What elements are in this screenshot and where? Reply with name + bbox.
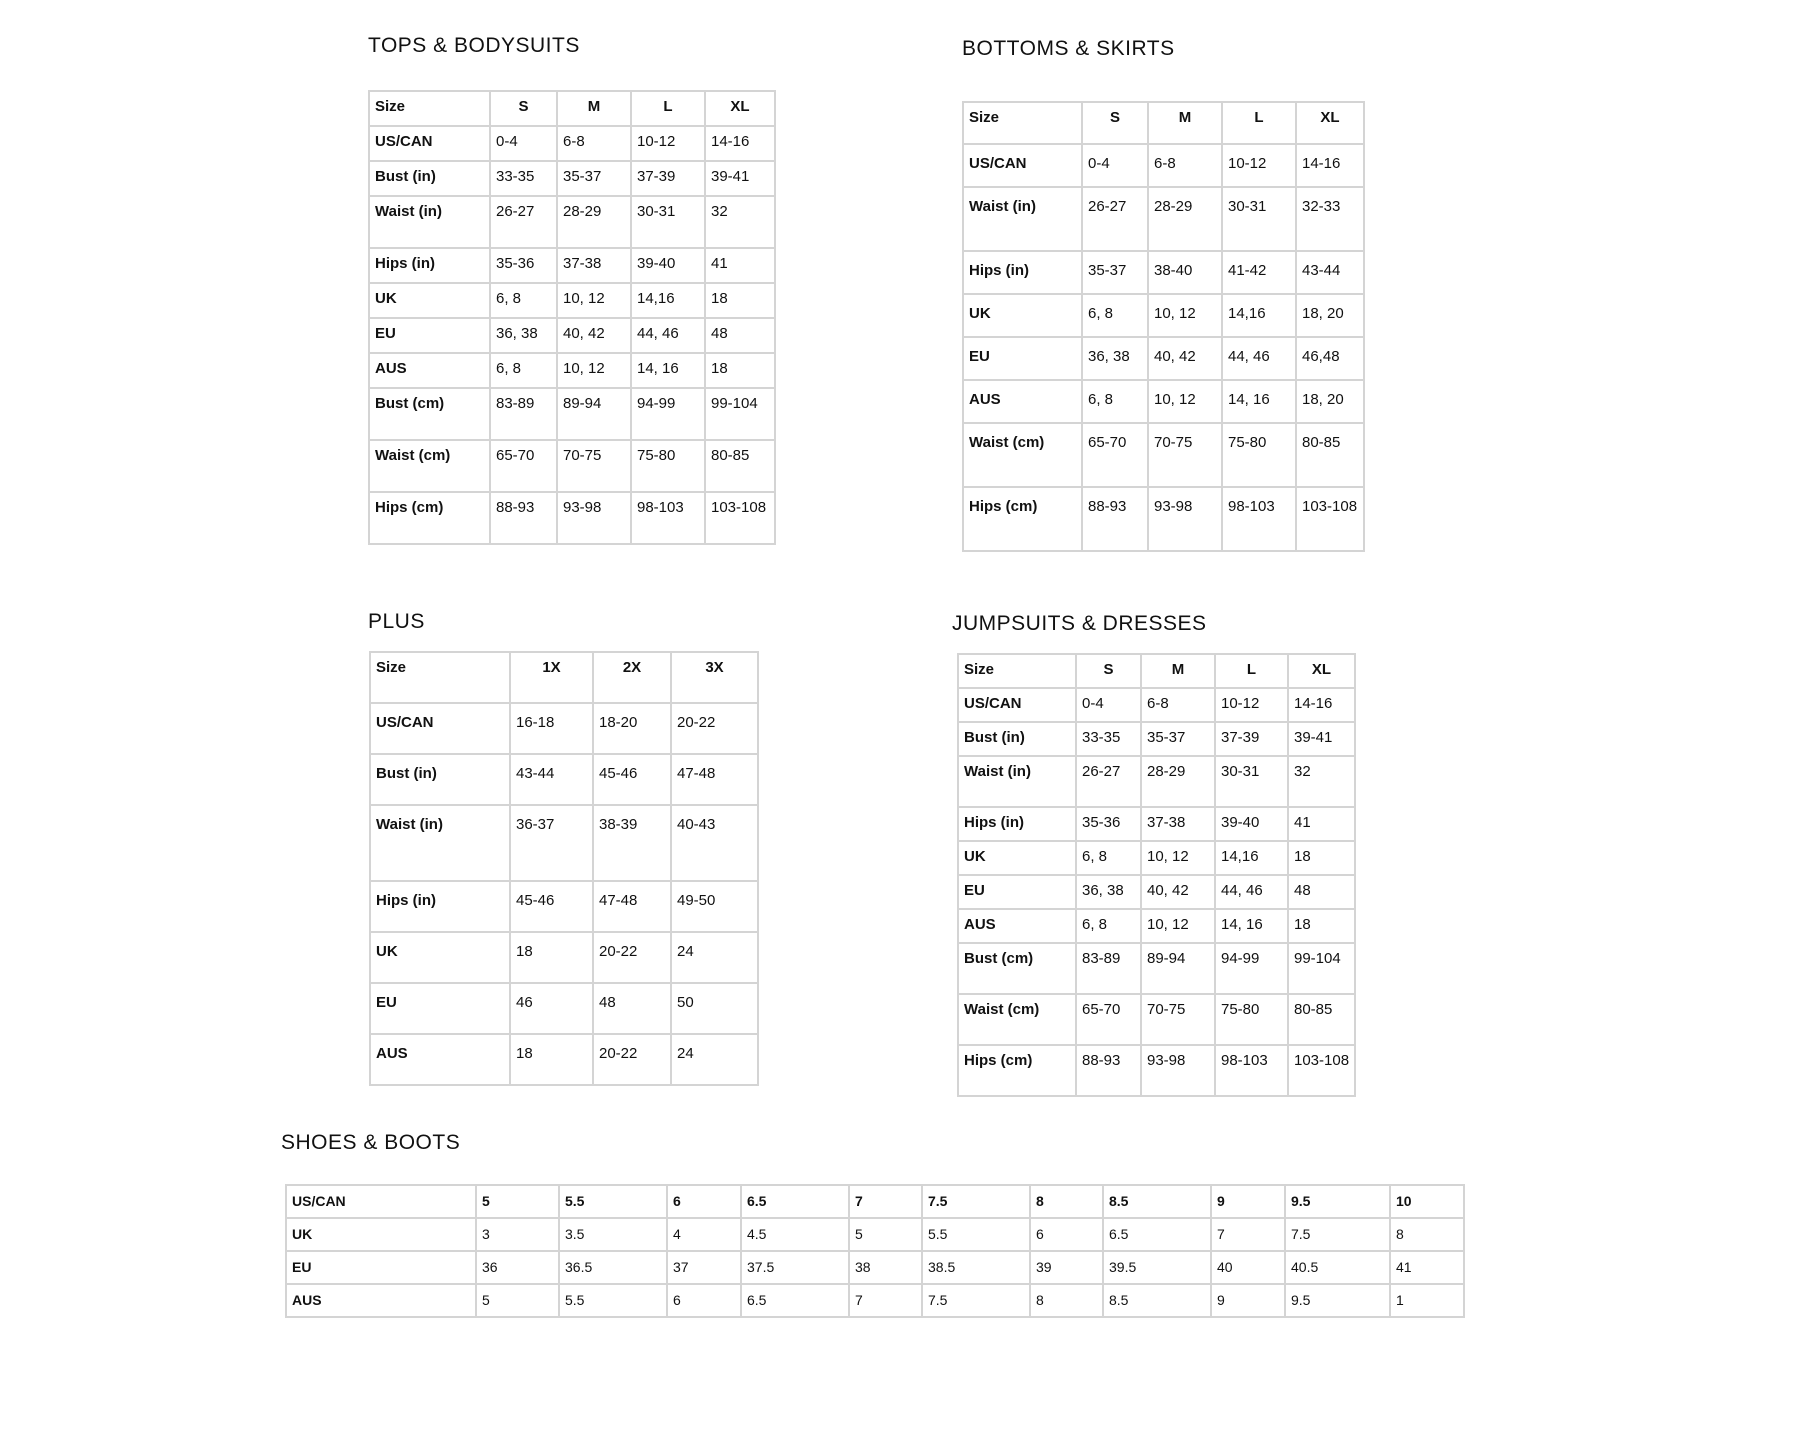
table-cell: 39-41 [1288, 722, 1355, 756]
table-cell: 6, 8 [490, 353, 557, 388]
jumpsuits-header-xl: XL [1288, 654, 1355, 688]
table-row [369, 248, 775, 283]
table-cell: 32 [1288, 756, 1355, 807]
table-cell: 26-27 [1082, 187, 1148, 251]
table-row [370, 932, 758, 983]
table-cell: 24 [671, 1034, 758, 1085]
table-row [958, 1045, 1355, 1096]
row-label: Hips (cm) [963, 487, 1082, 551]
table-cell: 50 [671, 983, 758, 1034]
table-cell: 7.5 [1285, 1218, 1390, 1251]
row-label: US/CAN [370, 703, 510, 754]
table-row [369, 388, 775, 440]
table-row [958, 943, 1355, 994]
table-row [958, 807, 1355, 841]
table-cell: 14, 16 [631, 353, 705, 388]
bottoms-header-l: L [1222, 102, 1296, 144]
table-cell: 37-39 [1215, 722, 1288, 756]
table-row [963, 144, 1364, 187]
tops-header-s: S [490, 91, 557, 126]
table-cell: 5 [476, 1185, 559, 1218]
table-row [369, 440, 775, 492]
table-cell: 8.5 [1103, 1284, 1211, 1317]
table-cell: 32 [705, 196, 775, 248]
table-cell: 28-29 [1148, 187, 1222, 251]
table-cell: 98-103 [1222, 487, 1296, 551]
table-cell: 48 [593, 983, 671, 1034]
jumpsuits-header-size: Size [958, 654, 1076, 688]
table-cell: 5.5 [922, 1218, 1030, 1251]
table-row [963, 294, 1364, 337]
jumpsuits-size-table [957, 653, 1356, 1097]
table-row [958, 688, 1355, 722]
table-cell: 89-94 [557, 388, 631, 440]
table-cell: 75-80 [631, 440, 705, 492]
table-cell: 5.5 [559, 1185, 667, 1218]
table-row [369, 283, 775, 318]
table-cell: 49-50 [671, 881, 758, 932]
table-cell: 18, 20 [1296, 380, 1364, 423]
table-cell: 65-70 [1082, 423, 1148, 487]
table-cell: 36, 38 [1076, 875, 1141, 909]
table-row [286, 1251, 1464, 1284]
row-label: EU [963, 337, 1082, 380]
table-cell: 36 [476, 1251, 559, 1284]
table-cell: 6, 8 [1076, 909, 1141, 943]
row-label: UK [370, 932, 510, 983]
plus-header-1x: 1X [510, 652, 593, 703]
table-cell: 93-98 [557, 492, 631, 544]
table-cell: 14, 16 [1222, 380, 1296, 423]
table-row [963, 337, 1364, 380]
table-row [370, 703, 758, 754]
table-cell: 43-44 [510, 754, 593, 805]
table-row [286, 1218, 1464, 1251]
row-label: Bust (cm) [369, 388, 490, 440]
table-cell: 40 [1211, 1251, 1285, 1284]
table-cell: 89-94 [1141, 943, 1215, 994]
table-cell: 33-35 [490, 161, 557, 196]
table-row [963, 251, 1364, 294]
bottoms-header-m: M [1148, 102, 1222, 144]
table-cell: 35-37 [1141, 722, 1215, 756]
table-cell: 38-40 [1148, 251, 1222, 294]
table-row [958, 841, 1355, 875]
table-cell: 24 [671, 932, 758, 983]
table-row [958, 994, 1355, 1045]
table-cell: 44, 46 [631, 318, 705, 353]
table-cell: 39-41 [705, 161, 775, 196]
table-cell: 65-70 [1076, 994, 1141, 1045]
table-cell: 30-31 [1215, 756, 1288, 807]
table-cell: 99-104 [1288, 943, 1355, 994]
row-label: UK [369, 283, 490, 318]
table-cell: 6.5 [741, 1185, 849, 1218]
table-row [286, 1284, 1464, 1317]
row-label: EU [286, 1251, 476, 1284]
table-cell: 35-36 [1076, 807, 1141, 841]
table-cell: 16-18 [510, 703, 593, 754]
shoes-title: SHOES & BOOTS [281, 1131, 461, 1154]
table-cell: 94-99 [631, 388, 705, 440]
table-cell: 10-12 [1222, 144, 1296, 187]
shoes-size-table [285, 1184, 1465, 1318]
tops-header-m: M [557, 91, 631, 126]
table-cell: 5 [849, 1218, 922, 1251]
table-cell: 6-8 [1148, 144, 1222, 187]
table-cell: 26-27 [1076, 756, 1141, 807]
table-cell: 46,48 [1296, 337, 1364, 380]
table-cell: 46 [510, 983, 593, 1034]
table-cell: 20-22 [593, 1034, 671, 1085]
plus-header-size: Size [370, 652, 510, 703]
row-label: EU [958, 875, 1076, 909]
row-label: Hips (in) [958, 807, 1076, 841]
table-cell: 28-29 [1141, 756, 1215, 807]
table-cell: 83-89 [1076, 943, 1141, 994]
table-cell: 36, 38 [1082, 337, 1148, 380]
jumpsuits-header-l: L [1215, 654, 1288, 688]
tops-title: TOPS & BODYSUITS [368, 34, 580, 57]
table-row [370, 983, 758, 1034]
table-cell: 8 [1030, 1185, 1103, 1218]
table-row [369, 492, 775, 544]
table-cell: 0-4 [1082, 144, 1148, 187]
table-cell: 103-108 [1288, 1045, 1355, 1096]
table-cell: 40.5 [1285, 1251, 1390, 1284]
table-cell: 1 [1390, 1284, 1464, 1317]
table-cell: 20-22 [671, 703, 758, 754]
table-cell: 75-80 [1215, 994, 1288, 1045]
table-cell: 30-31 [631, 196, 705, 248]
row-label: EU [369, 318, 490, 353]
table-cell: 80-85 [1296, 423, 1364, 487]
table-cell: 33-35 [1076, 722, 1141, 756]
table-cell: 5.5 [559, 1284, 667, 1317]
table-cell: 93-98 [1148, 487, 1222, 551]
table-cell: 0-4 [1076, 688, 1141, 722]
table-row [963, 487, 1364, 551]
table-cell: 45-46 [593, 754, 671, 805]
table-cell: 10, 12 [1141, 909, 1215, 943]
bottoms-title: BOTTOMS & SKIRTS [962, 37, 1175, 60]
table-row [369, 196, 775, 248]
table-cell: 39-40 [1215, 807, 1288, 841]
table-cell: 8.5 [1103, 1185, 1211, 1218]
table-cell: 41 [705, 248, 775, 283]
row-label: UK [963, 294, 1082, 337]
table-cell: 40-43 [671, 805, 758, 881]
bottoms-header-size: Size [963, 102, 1082, 144]
table-cell: 14, 16 [1215, 909, 1288, 943]
table-cell: 103-108 [705, 492, 775, 544]
bottoms-size-table [962, 101, 1365, 552]
table-row [369, 126, 775, 161]
row-label: UK [286, 1218, 476, 1251]
table-cell: 9.5 [1285, 1185, 1390, 1218]
table-row [963, 380, 1364, 423]
row-label: Waist (in) [963, 187, 1082, 251]
table-cell: 99-104 [705, 388, 775, 440]
table-row [370, 881, 758, 932]
plus-title: PLUS [368, 610, 425, 633]
row-label: AUS [963, 380, 1082, 423]
table-cell: 38-39 [593, 805, 671, 881]
table-cell: 14,16 [1215, 841, 1288, 875]
table-row [370, 754, 758, 805]
table-cell: 43-44 [1296, 251, 1364, 294]
table-cell: 40, 42 [1141, 875, 1215, 909]
table-row [369, 161, 775, 196]
table-cell: 37 [667, 1251, 741, 1284]
table-cell: 35-36 [490, 248, 557, 283]
table-cell: 6.5 [741, 1284, 849, 1317]
table-cell: 88-93 [490, 492, 557, 544]
table-row [958, 722, 1355, 756]
table-cell: 38 [849, 1251, 922, 1284]
table-cell: 40, 42 [1148, 337, 1222, 380]
tops-size-table [368, 90, 776, 545]
table-cell: 39 [1030, 1251, 1103, 1284]
table-cell: 10, 12 [1148, 294, 1222, 337]
row-label: Waist (cm) [369, 440, 490, 492]
table-cell: 18, 20 [1296, 294, 1364, 337]
table-cell: 6 [667, 1284, 741, 1317]
table-cell: 41-42 [1222, 251, 1296, 294]
row-label: EU [370, 983, 510, 1034]
table-cell: 75-80 [1222, 423, 1296, 487]
table-cell: 20-22 [593, 932, 671, 983]
row-label: Bust (in) [370, 754, 510, 805]
row-label: Hips (in) [963, 251, 1082, 294]
jumpsuits-header-m: M [1141, 654, 1215, 688]
table-cell: 10-12 [1215, 688, 1288, 722]
tops-header-l: L [631, 91, 705, 126]
table-cell: 36.5 [559, 1251, 667, 1284]
table-cell: 9.5 [1285, 1284, 1390, 1317]
table-cell: 32-33 [1296, 187, 1364, 251]
table-cell: 4 [667, 1218, 741, 1251]
table-cell: 18 [510, 932, 593, 983]
table-cell: 6-8 [1141, 688, 1215, 722]
table-row [958, 756, 1355, 807]
row-label: US/CAN [958, 688, 1076, 722]
row-label: Hips (cm) [369, 492, 490, 544]
table-cell: 103-108 [1296, 487, 1364, 551]
table-cell: 14-16 [705, 126, 775, 161]
table-cell: 37-38 [557, 248, 631, 283]
table-row [369, 353, 775, 388]
table-cell: 18 [510, 1034, 593, 1085]
table-cell: 26-27 [490, 196, 557, 248]
table-cell: 47-48 [593, 881, 671, 932]
table-cell: 8 [1030, 1284, 1103, 1317]
table-cell: 10, 12 [557, 283, 631, 318]
table-cell: 35-37 [557, 161, 631, 196]
jumpsuits-header-s: S [1076, 654, 1141, 688]
table-cell: 48 [1288, 875, 1355, 909]
table-cell: 9 [1211, 1284, 1285, 1317]
table-cell: 7.5 [922, 1284, 1030, 1317]
table-cell: 98-103 [631, 492, 705, 544]
table-cell: 3.5 [559, 1218, 667, 1251]
table-cell: 44, 46 [1222, 337, 1296, 380]
row-label: US/CAN [369, 126, 490, 161]
table-cell: 8 [1390, 1218, 1464, 1251]
table-cell: 4.5 [741, 1218, 849, 1251]
row-label: Waist (in) [369, 196, 490, 248]
row-label: AUS [286, 1284, 476, 1317]
row-label: UK [958, 841, 1076, 875]
row-label: Bust (cm) [958, 943, 1076, 994]
table-cell: 88-93 [1076, 1045, 1141, 1096]
row-label: Hips (in) [369, 248, 490, 283]
table-cell: 10-12 [631, 126, 705, 161]
table-cell: 44, 46 [1215, 875, 1288, 909]
table-cell: 6, 8 [1076, 841, 1141, 875]
table-cell: 41 [1390, 1251, 1464, 1284]
table-cell: 18 [1288, 841, 1355, 875]
table-cell: 70-75 [1148, 423, 1222, 487]
table-cell: 30-31 [1222, 187, 1296, 251]
table-cell: 37.5 [741, 1251, 849, 1284]
row-label: Waist (cm) [958, 994, 1076, 1045]
table-row [370, 1034, 758, 1085]
row-label: AUS [370, 1034, 510, 1085]
table-cell: 14,16 [1222, 294, 1296, 337]
table-cell: 83-89 [490, 388, 557, 440]
row-label: AUS [369, 353, 490, 388]
table-cell: 7.5 [922, 1185, 1030, 1218]
bottoms-header-s: S [1082, 102, 1148, 144]
table-cell: 9 [1211, 1185, 1285, 1218]
table-row [963, 187, 1364, 251]
table-cell: 39-40 [631, 248, 705, 283]
table-cell: 70-75 [557, 440, 631, 492]
table-cell: 3 [476, 1218, 559, 1251]
table-cell: 47-48 [671, 754, 758, 805]
table-cell: 10, 12 [1148, 380, 1222, 423]
table-cell: 7 [849, 1185, 922, 1218]
table-cell: 37-38 [1141, 807, 1215, 841]
jumpsuits-title: JUMPSUITS & DRESSES [952, 612, 1207, 635]
table-cell: 93-98 [1141, 1045, 1215, 1096]
table-cell: 80-85 [1288, 994, 1355, 1045]
row-label: Hips (in) [370, 881, 510, 932]
table-cell: 94-99 [1215, 943, 1288, 994]
table-cell: 28-29 [557, 196, 631, 248]
table-cell: 6-8 [557, 126, 631, 161]
table-cell: 18 [1288, 909, 1355, 943]
plus-size-table [369, 651, 759, 1086]
table-cell: 41 [1288, 807, 1355, 841]
table-cell: 70-75 [1141, 994, 1215, 1045]
table-cell: 18 [705, 353, 775, 388]
row-label: US/CAN [963, 144, 1082, 187]
table-cell: 40, 42 [557, 318, 631, 353]
row-label: Waist (in) [370, 805, 510, 881]
table-cell: 7 [849, 1284, 922, 1317]
bottoms-header-xl: XL [1296, 102, 1364, 144]
table-cell: 6.5 [1103, 1218, 1211, 1251]
tops-header-xl: XL [705, 91, 775, 126]
table-row [370, 805, 758, 881]
table-cell: 18-20 [593, 703, 671, 754]
row-label: Waist (cm) [963, 423, 1082, 487]
table-cell: 80-85 [705, 440, 775, 492]
row-label: Bust (in) [958, 722, 1076, 756]
table-cell: 45-46 [510, 881, 593, 932]
row-label: Hips (cm) [958, 1045, 1076, 1096]
table-row [958, 909, 1355, 943]
table-cell: 6, 8 [490, 283, 557, 318]
table-cell: 36, 38 [490, 318, 557, 353]
table-row [286, 1185, 1464, 1218]
table-cell: 14,16 [631, 283, 705, 318]
table-cell: 35-37 [1082, 251, 1148, 294]
tops-header-size: Size [369, 91, 490, 126]
table-cell: 37-39 [631, 161, 705, 196]
table-cell: 0-4 [490, 126, 557, 161]
table-row [958, 875, 1355, 909]
row-label: US/CAN [286, 1185, 476, 1218]
table-cell: 10 [1390, 1185, 1464, 1218]
table-cell: 18 [705, 283, 775, 318]
table-cell: 65-70 [490, 440, 557, 492]
plus-header-3x: 3X [671, 652, 758, 703]
row-label: AUS [958, 909, 1076, 943]
table-cell: 36-37 [510, 805, 593, 881]
plus-header-2x: 2X [593, 652, 671, 703]
table-cell: 6 [1030, 1218, 1103, 1251]
table-cell: 98-103 [1215, 1045, 1288, 1096]
table-cell: 5 [476, 1284, 559, 1317]
table-cell: 6, 8 [1082, 294, 1148, 337]
table-row [369, 318, 775, 353]
table-cell: 10, 12 [557, 353, 631, 388]
table-cell: 6 [667, 1185, 741, 1218]
table-cell: 14-16 [1288, 688, 1355, 722]
table-cell: 14-16 [1296, 144, 1364, 187]
table-cell: 39.5 [1103, 1251, 1211, 1284]
table-cell: 10, 12 [1141, 841, 1215, 875]
table-row [963, 423, 1364, 487]
table-cell: 7 [1211, 1218, 1285, 1251]
table-cell: 38.5 [922, 1251, 1030, 1284]
row-label: Waist (in) [958, 756, 1076, 807]
table-cell: 88-93 [1082, 487, 1148, 551]
row-label: Bust (in) [369, 161, 490, 196]
table-cell: 6, 8 [1082, 380, 1148, 423]
table-cell: 48 [705, 318, 775, 353]
